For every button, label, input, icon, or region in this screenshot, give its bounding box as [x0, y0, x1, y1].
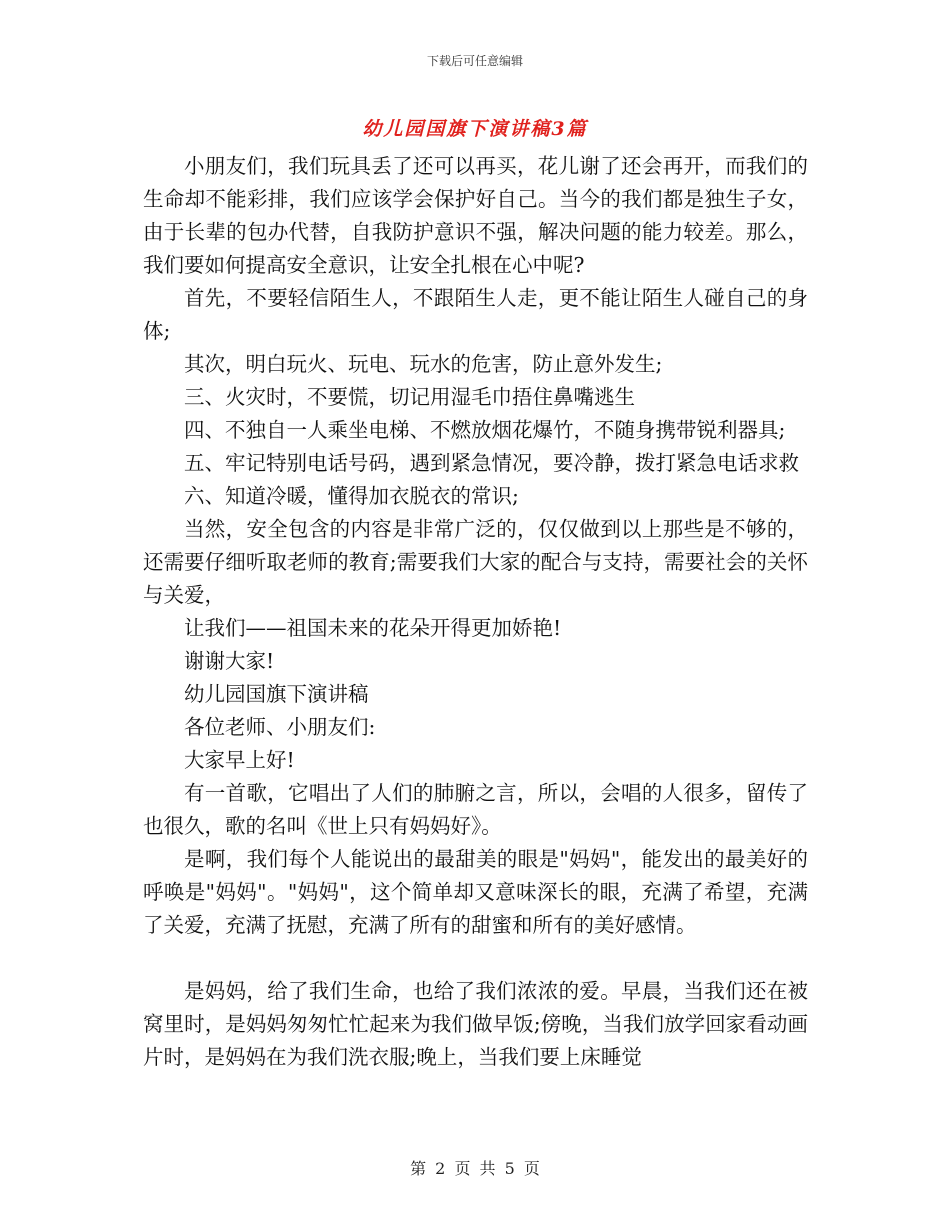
paragraph: 六、知道冷暖，懂得加衣脱衣的常识;: [184, 484, 519, 508]
paragraph: 是妈妈，给了我们生命，也给了我们浓浓的爱。早晨，当我们还在被窝里时，是妈妈匆匆忙忙起来为我们做早饭;傍晚，当我们放学回家看动画片时，是妈妈在为我们洗衣服;晚上，当我们要上床睡觉: [143, 979, 808, 1069]
paragraph: 谢谢大家!: [184, 649, 275, 673]
document-title: 幼儿园国旗下演讲稿3篇: [362, 118, 588, 140]
paragraph: 有一首歌，它唱出了人们的肺腑之言，所以，会唱的人很多，留传了也很久，歌的名叫《世上只有妈妈好》。: [143, 781, 808, 838]
paragraph: 其次，明白玩火、玩电、玩水的危害，防止意外发生;: [184, 352, 663, 376]
paragraph: 当然，安全包含的内容是非常广泛的，仅仅做到以上那些是不够的，还需要仔细听取老师的教育;需要我们大家的配合与支持，需要社会的关怀与关爱，: [143, 517, 808, 607]
paragraph: 让我们——祖国未来的花朵开得更加娇艳!: [184, 616, 562, 640]
page-header: 下载后可任意编辑: [426, 54, 523, 68]
paragraph: 三、火灾时，不要慌，切记用湿毛巾捂住鼻嘴逃生: [184, 385, 635, 409]
paragraph: 首先，不要轻信陌生人，不跟陌生人走，更不能让陌生人碰自己的身体;: [143, 286, 808, 343]
document-body: [143, 150, 808, 1074]
salutation: 各位老师、小朋友们:: [184, 715, 376, 739]
section-heading: 幼儿园国旗下演讲稿: [184, 682, 369, 706]
page-number: 第 2 页 共 5 页: [410, 1159, 540, 1178]
paragraph: 是啊，我们每个人能说出的最甜美的眼是"妈妈"，能发出的最美好的呼唤是"妈妈"。"妈妈"，这个简单却又意味深长的眼，充满了希望，充满了关爱，充满了抚慰，充满了所有的甜蜜和所有的美好感情。: [143, 847, 808, 937]
greeting: 大家早上好!: [184, 748, 295, 772]
paragraph: 小朋友们，我们玩具丢了还可以再买，花儿谢了还会再开，而我们的生命却不能彩排，我们应该学会保护好自己。当今的我们都是独生子女，由于长辈的包办代替，自我防护意识不强，解决问题的能力较差。那么，我们要如何提高安全意识，让安全扎根在心中呢?: [143, 154, 808, 277]
paragraph: 五、牢记特别电话号码，遇到紧急情况，要冷静，拨打紧急电话求救: [184, 451, 799, 475]
paragraph: 四、不独自一人乘坐电梯、不燃放烟花爆竹，不随身携带锐利器具;: [184, 418, 786, 442]
